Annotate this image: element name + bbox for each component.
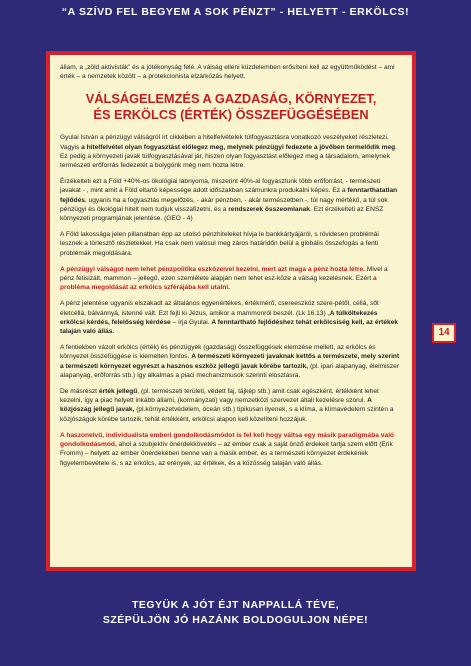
emphasis: rendszerek összeomlanak (228, 205, 310, 213)
paragraph-5: A pénz jelentése ugyanis elszakadt az általános egyenértékes, értékmérő, csereeszköz szere-pétől, céllá, sőt életcéllá, bálvánnyá, istenné vált. Ezt fejti ki Jézus, amikor a mammonról beszél. (Lk 16.13) „A túlköltekezés erkölcsi kérdés, felelősség kérdése – írja Gyulai. A fenntartható fejlődéshez tehát erkölcsiség kell, az értékek talaján való állás. (60, 300, 399, 336)
paragraph-8: A haszonelvű, individualista emberi gondolkodásmódot is fel kell hogy váltsa egy másik paradigmába való gondolkodásmód, ahol a szubjektív önérdekkövetés – az ember csak a saját önző érdekeit tartja szem előtt (Erik Fromm) – helyett az ember önérdekében benne van a másik ember, és a természeti környezet érdekének figyelembevétele is, s az erkölcs, az erények, az értékek, és a közösség talaján való állás. (60, 431, 394, 467)
article-heading-line1: VÁLSÁGELEMZÉS A GAZDASÁG, KÖRNYEZET, (85, 91, 377, 107)
emphasis: A természeti környezeti javaknak kettős a természete, mely szerint a természeti környezet egyrészt a hasznos eszköz jellegű javak körébe tartozik, (60, 353, 400, 370)
paragraph-3: A Föld lakossága jelen pillanatban épp az utolsó pénzhiteleket hívja le bankkártyájáról, s rövidesen problémái lesznek a törlesztő részletekkel. Ha csak nem valósul meg záros határidőn belül a globális összefogás a fenti problémák megoldására. (60, 231, 379, 257)
emphasis: fenntarthatatlan fejlődés (60, 187, 398, 204)
article-card (46, 51, 416, 571)
emphasis: A közjószág jellegű javak, (60, 397, 372, 414)
emphasis: érték jellegű (98, 388, 138, 396)
article-heading (60, 91, 402, 123)
red-highlight: A pénzügyi válságot nem lehet pénzpolitika eszközeivel kezelni, mert azt maga a pénz hozta létre. (60, 265, 365, 273)
article-heading-line2: ÉS ERKÖLCS (ÉRTÉK) ÖSSZEFÜGGÉSÉBEN (93, 107, 369, 123)
paragraph-4: A pénzügyi válságot nem lehet pénzpolitika eszközeivel kezelni, mert azt maga a pénz hozta létre. Mivel a pénz fetisizált, mammon – jellegű, ezen szemlélete alapján nem lehet esz-köze a válság kezelésnek. Ezért a probléma megoldását az erkölcs szférájába kell utalni. (60, 265, 388, 292)
paragraph-2: Érzékelteti ezt a Föld +40%-os ökológiai lábnyoma, miszerint 40%-al fogyasztunk több erőforrást, - természeti javakat - , mint amit a Föld eltartó képessége adott időszakban számunkra produkálni képes. Ez a fenntarthatatlan fejlődés, ugyanis ha a fogyasztás megelőzés, - akár pénzben, - akár természetben -, túl nagy mértékű, a túl sok pénzügyi és ökológiai hitelt nem tudjuk visszafizetni, és a rendszerek összeomlanak. Ezt érzékelteti az ENSZ környezeti programjának jelentése. (GEO - 4) (60, 178, 398, 223)
red-highlight: a probléma megoldását az erkölcs szférájába kell utalni. (60, 275, 377, 292)
emphasis: A túlköltekezés erkölcsi kérdés, felelősség kérdése (60, 309, 378, 326)
page-number: 14 (432, 323, 456, 343)
red-highlight: A haszonelvű, individualista emberi gondolkodásmódot is fel kell hogy váltsa egy másik paradigmába való gondolkodásmód, (60, 431, 394, 449)
paragraph-6: A fentiekben vázolt erkölcs (érték) és pénzügyek (gazdaság) összefüggések elemzése mellett, az erkölcs és környezet összefüggése is kiemelten fontos. A természeti környezeti javaknak kettős a természete, mely szerint a természeti környezet egyrészt a hasznos eszköz jellegű javak körébe tartozik, (pl. ipari alapanyag, élelmiszer alapanyag, erőforrás stb.) így alkalmas a piaci mechanizmusok szerinti elosztásra. (60, 344, 400, 379)
page-footer-motto (0, 598, 471, 628)
paragraph-1: Gyulai István a pénzügyi válságról írt cikkében a hitelfelvételek túlfogyasztásra vonatkozó veszélyeket részletezi. Vagyis a hitelfelvétel olyan fogyasztást előlegez meg, melynek pénzügyi fedezete a jövőben termelődik meg. Ez pedig a környezeti javak túlfogyasztásával jár, hiszen olyan fogyasztást előlegez meg a társadalom, amelynek természeti erőforrás fedezetét a bolygónk még nem hozta létre. (60, 134, 398, 170)
paragraph-7: De másrészt érték jellegű, (pl. természeti területi, védett faj, tájkép stb.) amit csak egészként, értékként lehet kezelni, így a piac helyett inkább állami, (kormányzati) vagy nemzetközi szervezet általi kezelésre szorul. A közjószág jellegű javak, (pl.környezetvédelem, óceán stb.) tipikusan ilyenek, s a klíma, a klímavédelem szintén a közjószágok körébe tartozik, tehát értékként, erkölcsi alapon kell közelíteni hozzájuk. (60, 388, 394, 423)
footer-line2: SZÉPÜLJÖN JÓ HAZÁNK BOLDOGULJON NÉPE! (102, 614, 369, 626)
footer-line1: TEGYÜK A JÓT ÉJT NAPPALLÁ TÉVE, (131, 599, 340, 611)
intro-paragraph: állam, a „zöld aktivisták” és a jótékonyság felé. A válság elleni küzdelemben erősíteni kell az együttműködést – ami érték – a nemzetek között – a protekcionista elzárkózás helyett. (60, 64, 395, 81)
page-header-title: “A SZÍVD FEL BEGYEM A SOK PÉNZT” - HELYETT - ERKÖLCS! (61, 6, 410, 18)
emphasis: A fenntartható fejlődéshez tehát erkölcsiség kell, az értékek talaján való állás. (60, 318, 399, 336)
emphasis: a hitelfelvétel olyan fogyasztást előlegez meg, melynek pénzügyi fedezete a jövőben termelődik meg (81, 143, 396, 151)
